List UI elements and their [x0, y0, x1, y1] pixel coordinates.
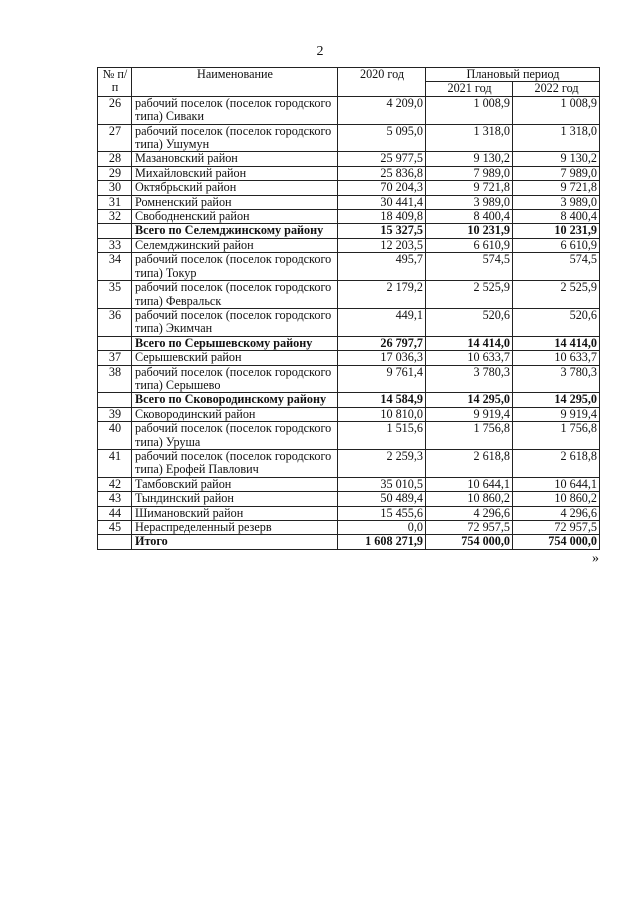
row-value-2021: 754 000,0: [426, 535, 513, 549]
row-value-2020: 35 010,5: [338, 477, 426, 491]
row-name: Шимановский район: [132, 506, 338, 520]
row-value-2020: 30 441,4: [338, 195, 426, 209]
row-value-2022: 2 618,8: [513, 449, 600, 477]
row-value-2022: 8 400,4: [513, 210, 600, 224]
row-value-2020: 50 489,4: [338, 492, 426, 506]
row-number: [98, 336, 132, 350]
row-value-2020: 18 409,8: [338, 210, 426, 224]
row-value-2022: 1 318,0: [513, 124, 600, 152]
row-number: 28: [98, 152, 132, 166]
budget-table: [97, 67, 600, 550]
row-value-2021: 7 989,0: [426, 166, 513, 180]
row-value-2022: 1 008,9: [513, 96, 600, 124]
row-value-2022: 14 414,0: [513, 336, 600, 350]
row-name: Михайловский район: [132, 166, 338, 180]
row-name: рабочий поселок (поселок городского типа) Ерофей Павлович: [132, 449, 338, 477]
row-name: Всего по Сковородинскому району: [132, 393, 338, 407]
row-number: [98, 224, 132, 238]
row-number: 32: [98, 210, 132, 224]
row-name: Всего по Серышевскому району: [132, 336, 338, 350]
row-name: Свободненский район: [132, 210, 338, 224]
row-value-2020: 12 203,5: [338, 238, 426, 252]
row-number: 33: [98, 238, 132, 252]
row-value-2021: 520,6: [426, 308, 513, 336]
row-value-2022: 10 644,1: [513, 477, 600, 491]
row-name: Итого: [132, 535, 338, 549]
row-value-2021: 10 860,2: [426, 492, 513, 506]
row-value-2020: 5 095,0: [338, 124, 426, 152]
table-row: [98, 492, 600, 506]
row-number: 38: [98, 365, 132, 393]
table-row: [98, 308, 600, 336]
total-row: [98, 224, 600, 238]
table-row: [98, 281, 600, 309]
row-number: 41: [98, 449, 132, 477]
row-value-2022: 574,5: [513, 253, 600, 281]
row-name: Тамбовский район: [132, 477, 338, 491]
row-number: 34: [98, 253, 132, 281]
row-name: рабочий поселок (поселок городского типа) Экимчан: [132, 308, 338, 336]
header-2020: 2020 год: [338, 68, 426, 97]
row-name: рабочий поселок (поселок городского типа) Сиваки: [132, 96, 338, 124]
row-value-2021: 3 780,3: [426, 365, 513, 393]
row-number: 30: [98, 181, 132, 195]
row-value-2022: 10 633,7: [513, 351, 600, 365]
row-value-2022: 14 295,0: [513, 393, 600, 407]
header-2022: 2022 год: [513, 82, 600, 96]
row-name: Всего по Селемджинскому району: [132, 224, 338, 238]
row-number: 42: [98, 477, 132, 491]
table-row: [98, 521, 600, 535]
row-value-2020: 449,1: [338, 308, 426, 336]
row-value-2022: 72 957,5: [513, 521, 600, 535]
table-row: [98, 506, 600, 520]
row-value-2020: 25 977,5: [338, 152, 426, 166]
row-value-2021: 1 318,0: [426, 124, 513, 152]
row-value-2020: 70 204,3: [338, 181, 426, 195]
row-value-2022: 520,6: [513, 308, 600, 336]
table-row: [98, 96, 600, 124]
row-value-2022: 2 525,9: [513, 281, 600, 309]
table-header: [98, 68, 600, 97]
table-row: [98, 449, 600, 477]
row-value-2021: 14 295,0: [426, 393, 513, 407]
row-number: 29: [98, 166, 132, 180]
row-value-2021: 10 633,7: [426, 351, 513, 365]
row-name: рабочий поселок (поселок городского типа) Февральск: [132, 281, 338, 309]
row-number: [98, 393, 132, 407]
table-row: [98, 152, 600, 166]
row-value-2021: 8 400,4: [426, 210, 513, 224]
table-row: [98, 253, 600, 281]
table-row: [98, 422, 600, 450]
row-value-2022: 9 919,4: [513, 407, 600, 421]
row-value-2022: 6 610,9: [513, 238, 600, 252]
row-value-2021: 574,5: [426, 253, 513, 281]
row-value-2021: 10 644,1: [426, 477, 513, 491]
table-row: [98, 351, 600, 365]
row-value-2022: 7 989,0: [513, 166, 600, 180]
row-value-2020: 1 515,6: [338, 422, 426, 450]
row-name: Октябрьский район: [132, 181, 338, 195]
row-number: 35: [98, 281, 132, 309]
table-row: [98, 181, 600, 195]
row-number: 27: [98, 124, 132, 152]
row-value-2022: 754 000,0: [513, 535, 600, 549]
row-name: рабочий поселок (поселок городского типа) Уруша: [132, 422, 338, 450]
row-value-2021: 2 618,8: [426, 449, 513, 477]
row-value-2022: 10 231,9: [513, 224, 600, 238]
row-number: 39: [98, 407, 132, 421]
total-row: [98, 393, 600, 407]
header-2021: 2021 год: [426, 82, 513, 96]
header-name: Наименование: [132, 68, 338, 97]
table-row: [98, 124, 600, 152]
row-number: 36: [98, 308, 132, 336]
table-row: [98, 166, 600, 180]
table-row: [98, 210, 600, 224]
row-value-2021: 3 989,0: [426, 195, 513, 209]
row-name: Сковородинский район: [132, 407, 338, 421]
row-name: рабочий поселок (поселок городского типа) Токур: [132, 253, 338, 281]
table-body: [98, 96, 600, 549]
row-value-2022: 9 721,8: [513, 181, 600, 195]
row-number: 37: [98, 351, 132, 365]
row-number: 45: [98, 521, 132, 535]
row-value-2020: 1 608 271,9: [338, 535, 426, 549]
row-value-2020: 15 455,6: [338, 506, 426, 520]
row-value-2020: 10 810,0: [338, 407, 426, 421]
row-name: рабочий поселок (поселок городского типа) Серышево: [132, 365, 338, 393]
row-number: 40: [98, 422, 132, 450]
row-name: рабочий поселок (поселок городского типа) Ушумун: [132, 124, 338, 152]
row-value-2022: 3 989,0: [513, 195, 600, 209]
row-value-2020: 2 179,2: [338, 281, 426, 309]
row-value-2020: 0,0: [338, 521, 426, 535]
row-value-2022: 9 130,2: [513, 152, 600, 166]
row-value-2021: 14 414,0: [426, 336, 513, 350]
table-row: [98, 238, 600, 252]
header-num: № п/п: [98, 68, 132, 97]
row-value-2020: 9 761,4: [338, 365, 426, 393]
row-number: 43: [98, 492, 132, 506]
row-value-2021: 1 008,9: [426, 96, 513, 124]
page-number: 2: [316, 44, 324, 59]
row-value-2021: 10 231,9: [426, 224, 513, 238]
row-value-2020: 15 327,5: [338, 224, 426, 238]
row-value-2021: 72 957,5: [426, 521, 513, 535]
row-value-2020: 25 836,8: [338, 166, 426, 180]
total-row: [98, 336, 600, 350]
table-row: [98, 195, 600, 209]
row-value-2020: 495,7: [338, 253, 426, 281]
row-value-2022: 3 780,3: [513, 365, 600, 393]
row-number: 31: [98, 195, 132, 209]
row-value-2020: 17 036,3: [338, 351, 426, 365]
row-number: 26: [98, 96, 132, 124]
row-value-2020: 14 584,9: [338, 393, 426, 407]
row-value-2020: 26 797,7: [338, 336, 426, 350]
total-row: [98, 535, 600, 549]
row-number: 44: [98, 506, 132, 520]
row-name: Селемджинский район: [132, 238, 338, 252]
row-name: Серышевский район: [132, 351, 338, 365]
table-row: [98, 407, 600, 421]
row-value-2022: 1 756,8: [513, 422, 600, 450]
table-row: [98, 477, 600, 491]
row-value-2020: 2 259,3: [338, 449, 426, 477]
row-value-2021: 2 525,9: [426, 281, 513, 309]
row-value-2022: 10 860,2: [513, 492, 600, 506]
row-name: Тындинский район: [132, 492, 338, 506]
row-value-2021: 1 756,8: [426, 422, 513, 450]
row-value-2021: 9 919,4: [426, 407, 513, 421]
row-name: Мазановский район: [132, 152, 338, 166]
row-value-2021: 9 130,2: [426, 152, 513, 166]
row-value-2021: 4 296,6: [426, 506, 513, 520]
table-row: [98, 365, 600, 393]
row-name: Нераспределенный резерв: [132, 521, 338, 535]
row-value-2022: 4 296,6: [513, 506, 600, 520]
row-value-2020: 4 209,0: [338, 96, 426, 124]
row-number: [98, 535, 132, 549]
row-value-2021: 9 721,8: [426, 181, 513, 195]
closing-quote: »: [592, 551, 599, 566]
header-planned-period: Плановый период: [426, 68, 600, 82]
row-name: Ромненский район: [132, 195, 338, 209]
row-value-2021: 6 610,9: [426, 238, 513, 252]
